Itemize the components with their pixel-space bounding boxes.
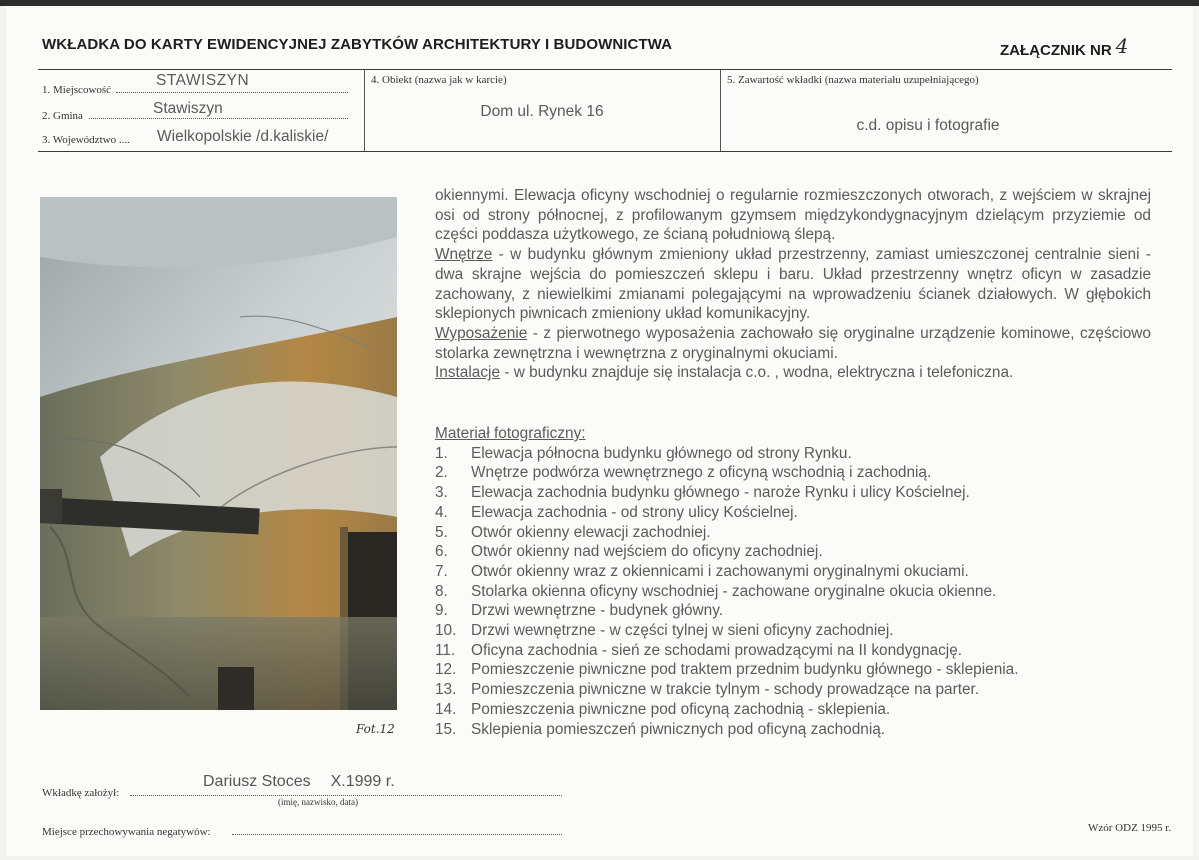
photo-material-text: Sklepienia pomieszczeń piwnicznych pod oficyną zachodnią.: [471, 720, 886, 738]
attachment-number: [1000, 36, 1128, 60]
description-text: [435, 186, 1151, 383]
commune-dots: [89, 118, 348, 119]
object-label: 4. Obiekt (nazwa jak w karcie): [371, 74, 507, 86]
contents-label: 5. Zawartość wkładki (nazwa materiału uzupełniającego): [727, 74, 979, 86]
photo-material-item: [435, 444, 1019, 464]
voivodeship-value: Wielkopolskie /d.kaliskie/: [157, 128, 329, 145]
photo-material-text: Pomieszczenia piwniczne w trakcie tylnym - schody prowadzące na parter.: [471, 681, 980, 699]
photo-material-item: [435, 582, 1019, 602]
photo-material-item: [435, 601, 1019, 621]
voivodeship-label: 3. Województwo ....: [42, 134, 130, 146]
author-name: Dariusz Stoces: [203, 773, 311, 790]
photo-material-text: Otwór okienny elewacji zachodniej.: [471, 523, 711, 541]
description-paragraph-interior: [435, 245, 1151, 324]
photo-material-number: 15.: [435, 720, 457, 738]
negatives-label: Miejsce przechowywania negatywów:: [42, 826, 211, 838]
attachment-label: ZAŁĄCZNIK NR: [1000, 42, 1112, 59]
photo-material-text: Stolarka okienna oficyny wschodniej - zachowane oryginalne okucia okienne.: [471, 582, 997, 600]
commune-label: 2. Gmina: [42, 110, 83, 122]
header-rule-bottom: [38, 151, 1172, 152]
photo-material-text: Elewacja zachodnia - od strony ulicy Kościelnej.: [471, 503, 798, 521]
photo-material-number: 14.: [435, 700, 457, 718]
description-paragraph-equipment: [435, 324, 1151, 363]
photo-material-text: Elewacja zachodnia budynku głównego - naroże Rynku i ulicy Kościelnej.: [471, 484, 970, 502]
contents-value: c.d. opisu i fotografie: [856, 117, 1000, 134]
photo-material-text: Otwór okienny wraz z okiennicami i zachowanymi oryginalnymi okuciami.: [471, 562, 969, 580]
photo-material-number: 7.: [435, 562, 448, 580]
photo-material-number: 3.: [435, 484, 448, 502]
document-title: WKŁADKA DO KARTY EWIDENCYJNEJ ZABYTKÓW ARCHITEKTURY I BUDOWNICTWA: [42, 36, 673, 53]
photo-material-text: Drzwi wewnętrzne - budynek główny.: [471, 602, 724, 620]
interior-text: - w budynku głównym zmieniony układ przestrzenny, zamiast umieszczonej centralnie sieni - dwa skrajne wejścia do pomieszczeń sklepu i baru. Układ przestrzenny wnętrz oficyn w zasadzie zachowany, z niewielkimi zmianami polegającymi na wprowadzeniu ścianek działowych. W głębokich sklepionych piwnicach zmieniony układ komunikacyjny.: [435, 246, 1151, 323]
photo-material-number: 13.: [435, 681, 457, 699]
locality-label: 1. Miejscowość: [42, 84, 112, 96]
photo-material-number: 11.: [435, 641, 456, 659]
photo-caption: Fot.12: [356, 722, 395, 736]
photo-material-number: 9.: [435, 602, 448, 620]
photo-material-text: Pomieszczenia piwniczne pod oficyną zachodnią - sklepienia.: [471, 700, 891, 718]
photo-material-item: [435, 660, 1019, 680]
photo-material-number: 6.: [435, 543, 448, 561]
photo-material-item: [435, 680, 1019, 700]
description-paragraph-installations: [435, 363, 1151, 383]
attachment-number-handwritten: 4: [1115, 34, 1129, 58]
photo-material-number: 8.: [435, 582, 448, 600]
author-date: X.1999 r.: [330, 773, 395, 790]
interior-label: Wnętrze: [435, 246, 493, 264]
installations-label: Instalacje: [435, 364, 501, 382]
photo-material-item: [435, 641, 1019, 661]
photo-material-item: [435, 700, 1019, 720]
object-value: Dom ul. Rynek 16: [480, 103, 604, 120]
installations-text: - w budynku znajduje się instalacja c.o. , wodna, elektryczna i telefoniczna.: [500, 364, 1014, 382]
locality-value: STAWISZYN: [156, 72, 250, 89]
header-rule-top: [38, 69, 1172, 70]
negatives-dots: [232, 834, 562, 835]
equipment-label: Wyposażenie: [435, 324, 528, 342]
locality-dots: [116, 92, 348, 93]
photo-material-number: 12.: [435, 661, 457, 679]
photo-material-number: 2.: [435, 464, 448, 482]
photo-material-section: [435, 424, 1019, 739]
cellar-vault-photo: [40, 197, 397, 710]
photo-material-number: 4.: [435, 503, 448, 521]
photo-material-item: [435, 523, 1019, 543]
photo-material-number: 1.: [435, 444, 448, 462]
commune-value: Stawiszyn: [153, 100, 223, 117]
photo-material-item: [435, 542, 1019, 562]
form-code: Wzór ODZ 1995 r.: [1088, 822, 1172, 834]
photo-material-number: 10.: [435, 622, 457, 640]
description-paragraph-1: okiennymi. Elewacja oficyny wschodniej o regularnie rozmieszczonych otworach, z wejściem w skrajnej osi od strony północnej, z profilowanym gzymsem międzykondygnacyjnym dzielącym przyziemie od części poddasza użytkowego, ze ścianą południową ślepą.: [435, 187, 1151, 244]
photo-material-item: [435, 621, 1019, 641]
photo-material-item: [435, 483, 1019, 503]
equipment-text: - z pierwotnego wyposażenia zachowało się oryginalne urządzenie kominowe, częściowo stolarka zewnętrzna i wewnętrzna z oryginalnymi okuciami.: [435, 324, 1151, 362]
author-label: Wkładkę założył:: [42, 787, 120, 799]
photo-material-text: Pomieszczenie piwniczne pod traktem przednim budynku głównego - sklepienia.: [471, 661, 1019, 679]
photo-material-text: Oficyna zachodnia - sień ze schodami prowadzącymi na II kondygnację.: [471, 641, 963, 659]
photo-material-item: [435, 503, 1019, 523]
photo-material-number: 5.: [435, 523, 448, 541]
photo-material-item: [435, 463, 1019, 483]
photo-material-text: Wnętrze podwórza wewnętrznego z oficyną wschodnią i zachodnią.: [471, 464, 932, 482]
photo-material-text: Elewacja północna budynku głównego od strony Rynku.: [471, 444, 852, 462]
column-divider-2: [720, 70, 721, 152]
author-signature: [203, 773, 395, 791]
photo-material-title: Materiał fotograficzny:: [435, 425, 586, 442]
photo-material-list: [435, 444, 1019, 740]
author-hint: (imię, nazwisko, data): [278, 797, 358, 807]
author-dots: [130, 795, 562, 796]
photo-material-text: Drzwi wewnętrzne - w części tylnej w sieni oficyny zachodniej.: [471, 622, 894, 640]
photo-material-item: [435, 562, 1019, 582]
photo-material-text: Otwór okienny nad wejściem do oficyny zachodniej.: [471, 543, 823, 561]
photo-material-item: [435, 720, 1019, 740]
